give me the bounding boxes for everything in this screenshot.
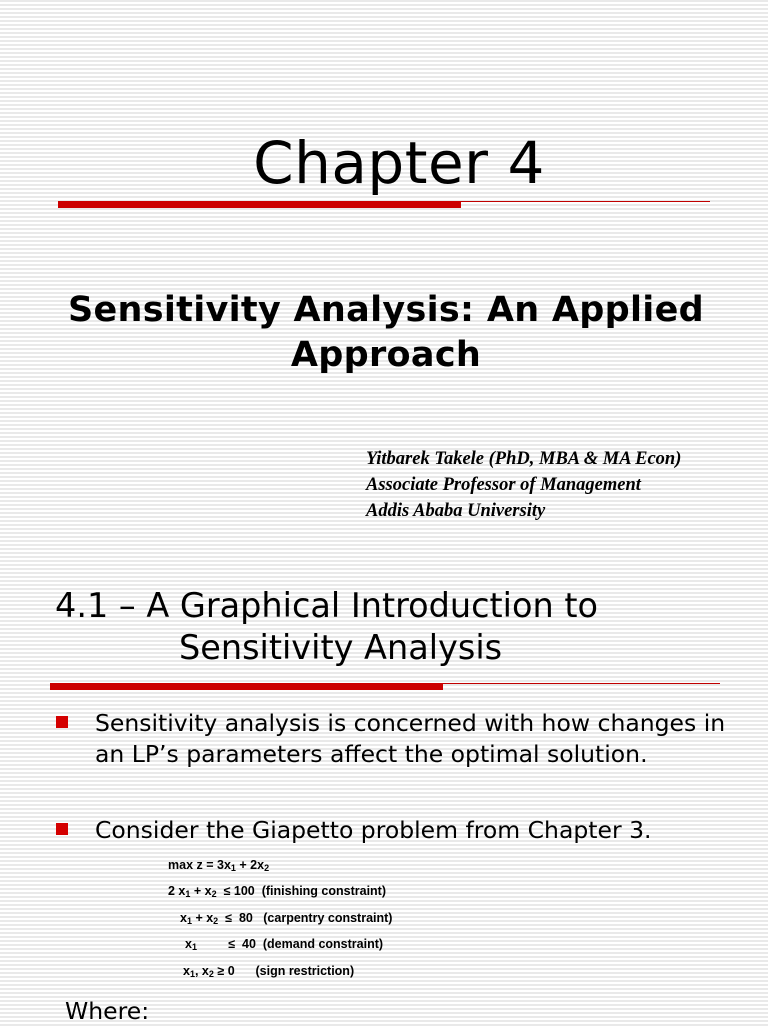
sign-restriction: $x_1$, $x_2 \ge 0$ (sign restriction) <box>183 964 355 979</box>
chapter-subtitle <box>20 288 752 378</box>
subtitle-line-1: Sensitivity Analysis: An Applied <box>67 290 704 330</box>
chapter-title: Chapter 4 <box>253 129 545 197</box>
section-divider-bar <box>50 683 443 690</box>
bullet-text: Sensitivity analysis is concerned with how changes in an LP’s parameters affect the optimal solution. <box>95 709 726 768</box>
author-institution: Addis Ababa University <box>366 501 546 521</box>
bullet-text: Consider the Giapetto problem from Chapter 3. <box>95 816 652 844</box>
author-block <box>366 446 681 524</box>
section-heading-line-2: Sensitivity Analysis <box>179 628 503 667</box>
title-divider-bar <box>58 201 461 208</box>
bullet-item <box>95 708 755 770</box>
where-label: Where: <box>65 997 150 1025</box>
demand-constraint: $x_1$ ≤ 40 (demand constraint) <box>185 937 384 952</box>
author-position: Associate Professor of Management <box>366 475 641 495</box>
bullet-item <box>95 815 755 846</box>
author-name: Yitbarek Takele (PhD, MBA & MA Econ) <box>366 449 682 469</box>
square-bullet-icon <box>56 716 68 728</box>
carpentry-constraint: $x_1 + x_2 \le 80$ (carpentry constraint) <box>180 911 393 926</box>
objective-function: $\max z = 3x_1 + 2x_2$ <box>168 858 270 873</box>
section-heading-line-1: 4.1 – A Graphical Introduction to <box>55 586 599 625</box>
section-heading <box>55 585 755 669</box>
square-bullet-icon <box>56 823 68 835</box>
subtitle-line-2: Approach <box>290 335 482 375</box>
finishing-constraint: 2 $x_1 + x_2 \le 100$ (finishing constraint) <box>168 884 387 899</box>
